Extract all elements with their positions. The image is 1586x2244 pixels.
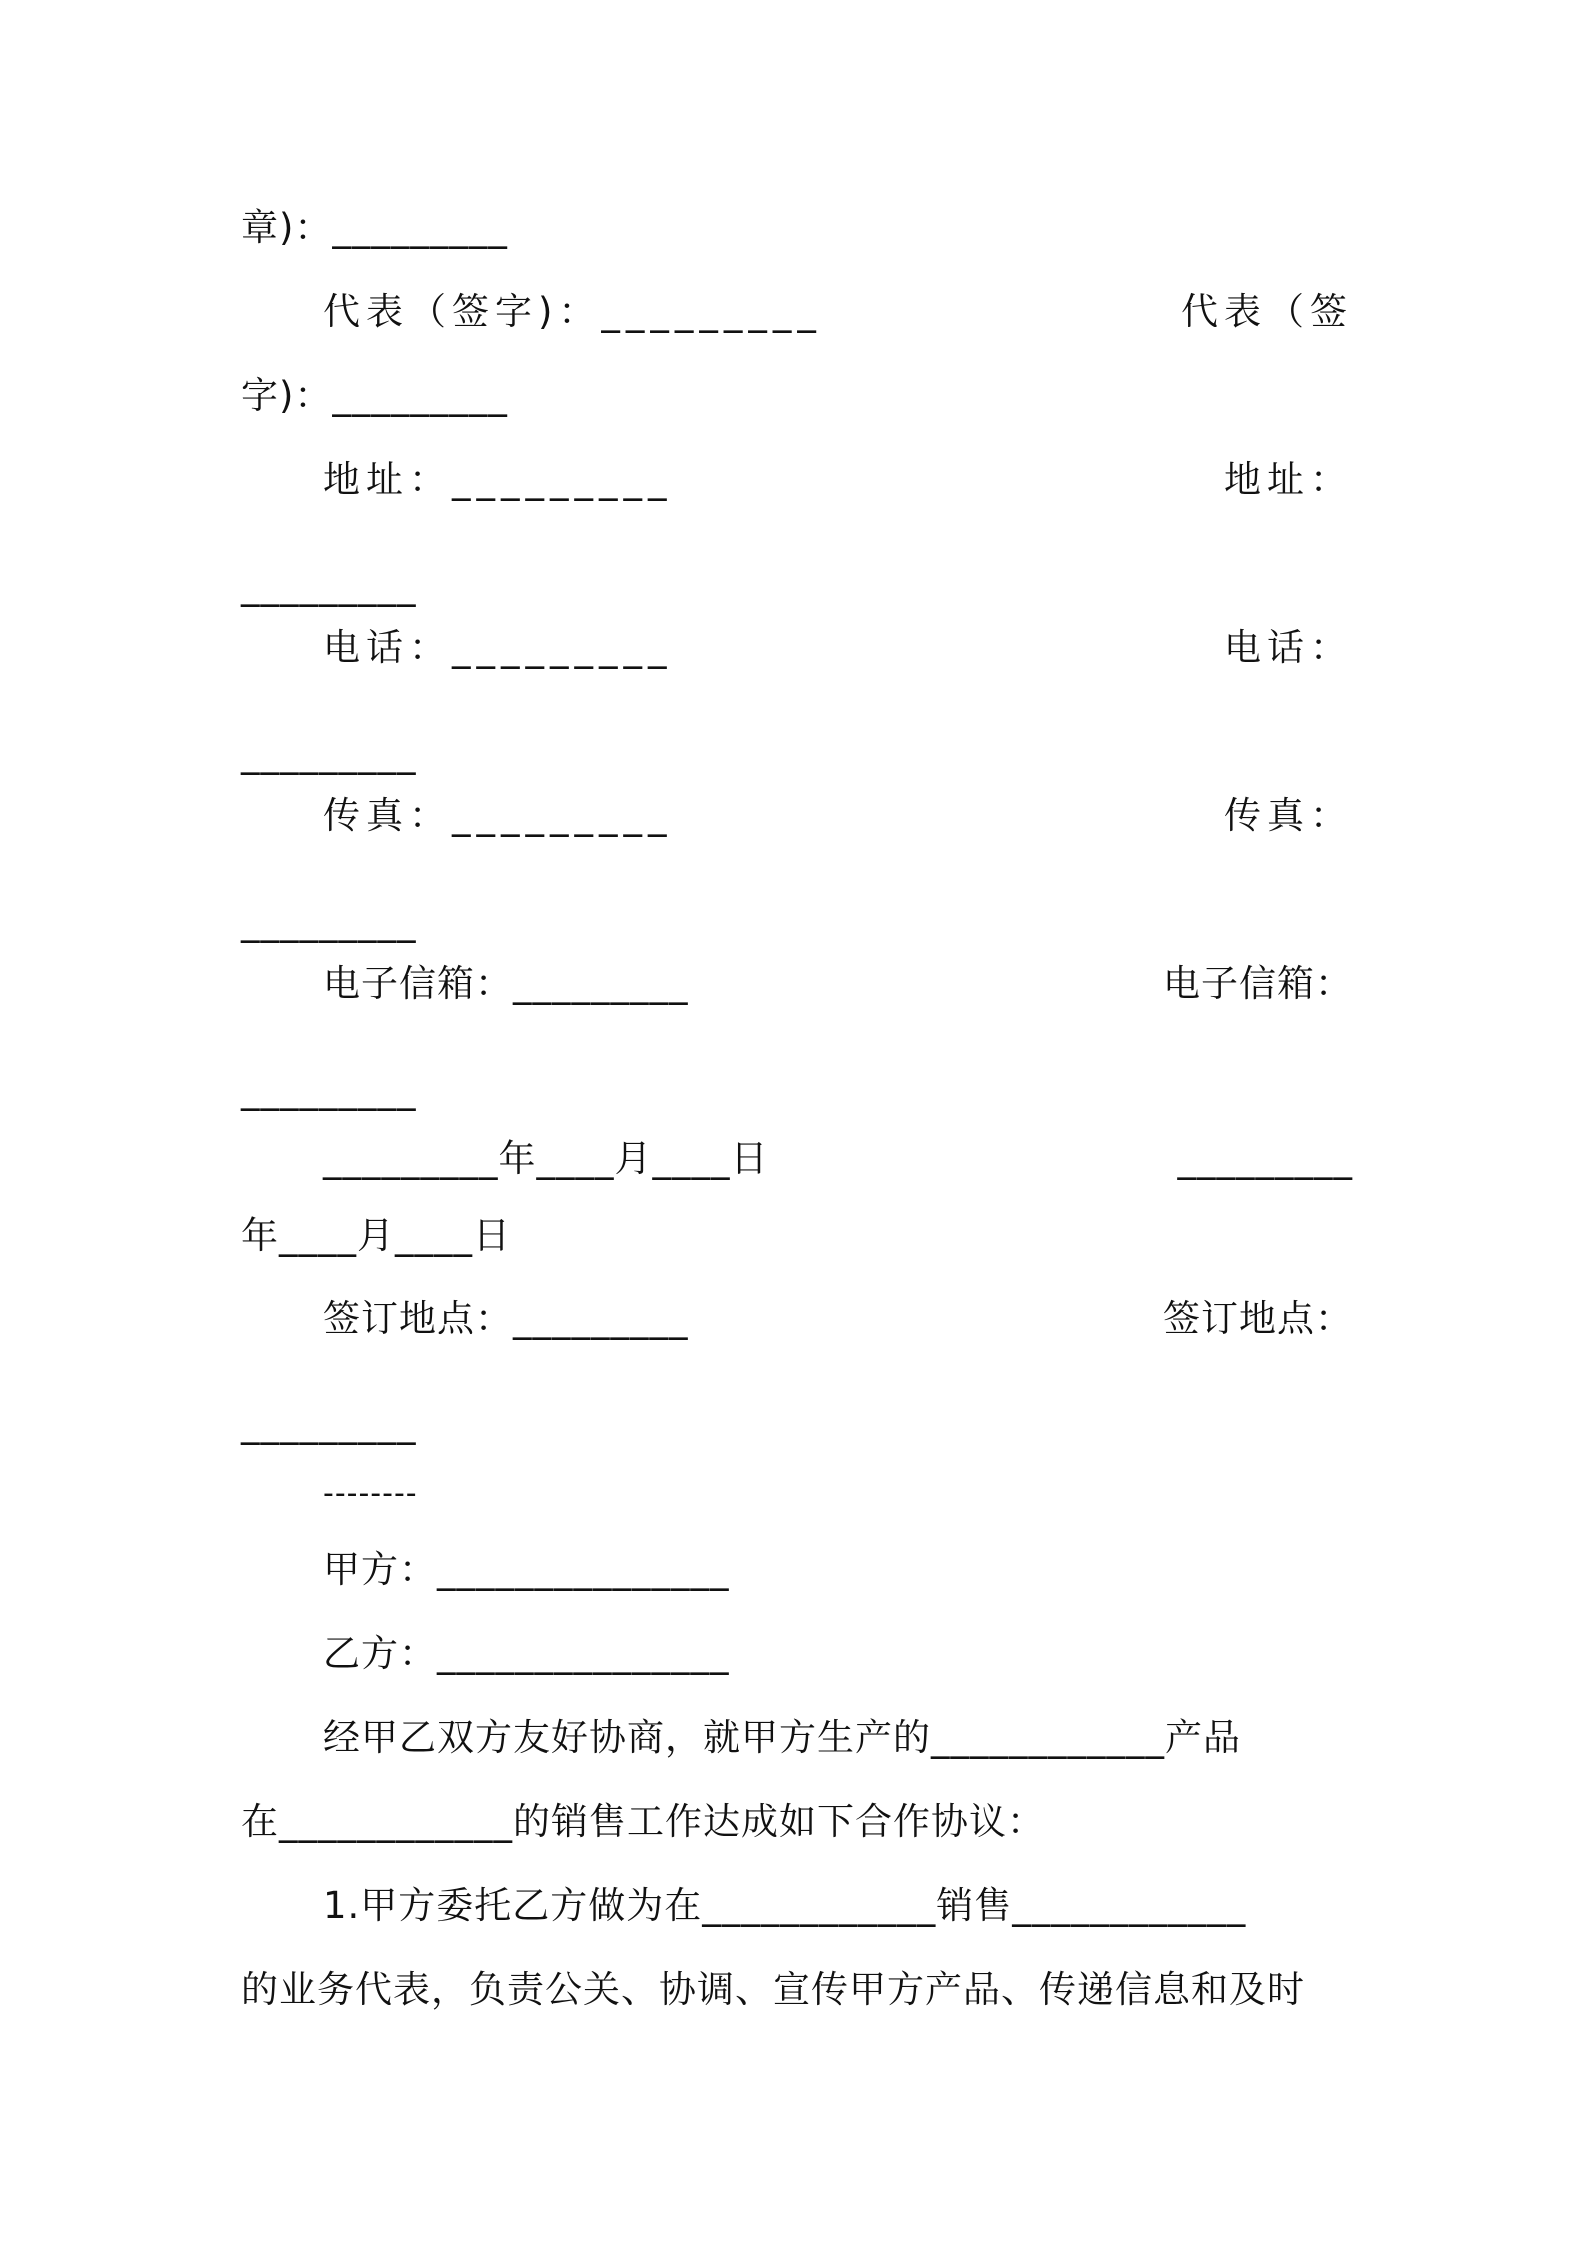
- party-b-line: 乙方：_______________: [323, 1632, 730, 1675]
- fax-label-left: 传真：_________: [323, 794, 673, 837]
- phone-line-continuation: _________: [241, 732, 417, 775]
- representative-label-left: 代表（签字)：_________: [323, 290, 822, 333]
- intro-paragraph-line-2: 在____________的销售工作达成如下合作协议：: [241, 1800, 1045, 1843]
- email-label-right: 电子信箱：: [1163, 962, 1353, 1005]
- party-a-line: 甲方：_______________: [323, 1548, 730, 1591]
- phone-label-left: 电话：_________: [323, 626, 673, 669]
- date-line-left: _________年____月____日: [323, 1137, 769, 1180]
- signing-place-label-left: 签订地点：_________: [323, 1297, 689, 1340]
- phone-label-right: 电话：: [1224, 626, 1353, 669]
- clause-1-line-2: 的业务代表，负责公关、协调、宣传甲方产品、传递信息和及时: [241, 1968, 1305, 2011]
- signing-place-line-continuation: _________: [241, 1402, 417, 1445]
- section-separator: --------: [323, 1476, 418, 1511]
- email-label-left: 电子信箱：_________: [323, 962, 689, 1005]
- date-line-continuation: 年____月____日: [241, 1214, 511, 1257]
- address-line-continuation: _________: [241, 564, 417, 607]
- fax-label-right: 传真：: [1224, 794, 1353, 837]
- signing-place-label-right: 签订地点：: [1163, 1297, 1353, 1340]
- representative-label-right: 代表（签: [1181, 290, 1353, 333]
- address-label-left: 地址：_________: [323, 458, 673, 501]
- representative-line-continuation: 字)：_________: [241, 374, 508, 417]
- address-label-right: 地址：: [1224, 458, 1353, 501]
- date-line-right: _________: [1177, 1137, 1353, 1180]
- email-line-continuation: _________: [241, 1068, 417, 1111]
- intro-paragraph-line-1: 经甲乙双方友好协商，就甲方生产的____________产品: [323, 1716, 1241, 1759]
- seal-line-continuation: 章)：_________: [241, 206, 508, 249]
- clause-1-line-1: 1.甲方委托乙方做为在____________销售____________: [323, 1884, 1247, 1927]
- fax-line-continuation: _________: [241, 900, 417, 943]
